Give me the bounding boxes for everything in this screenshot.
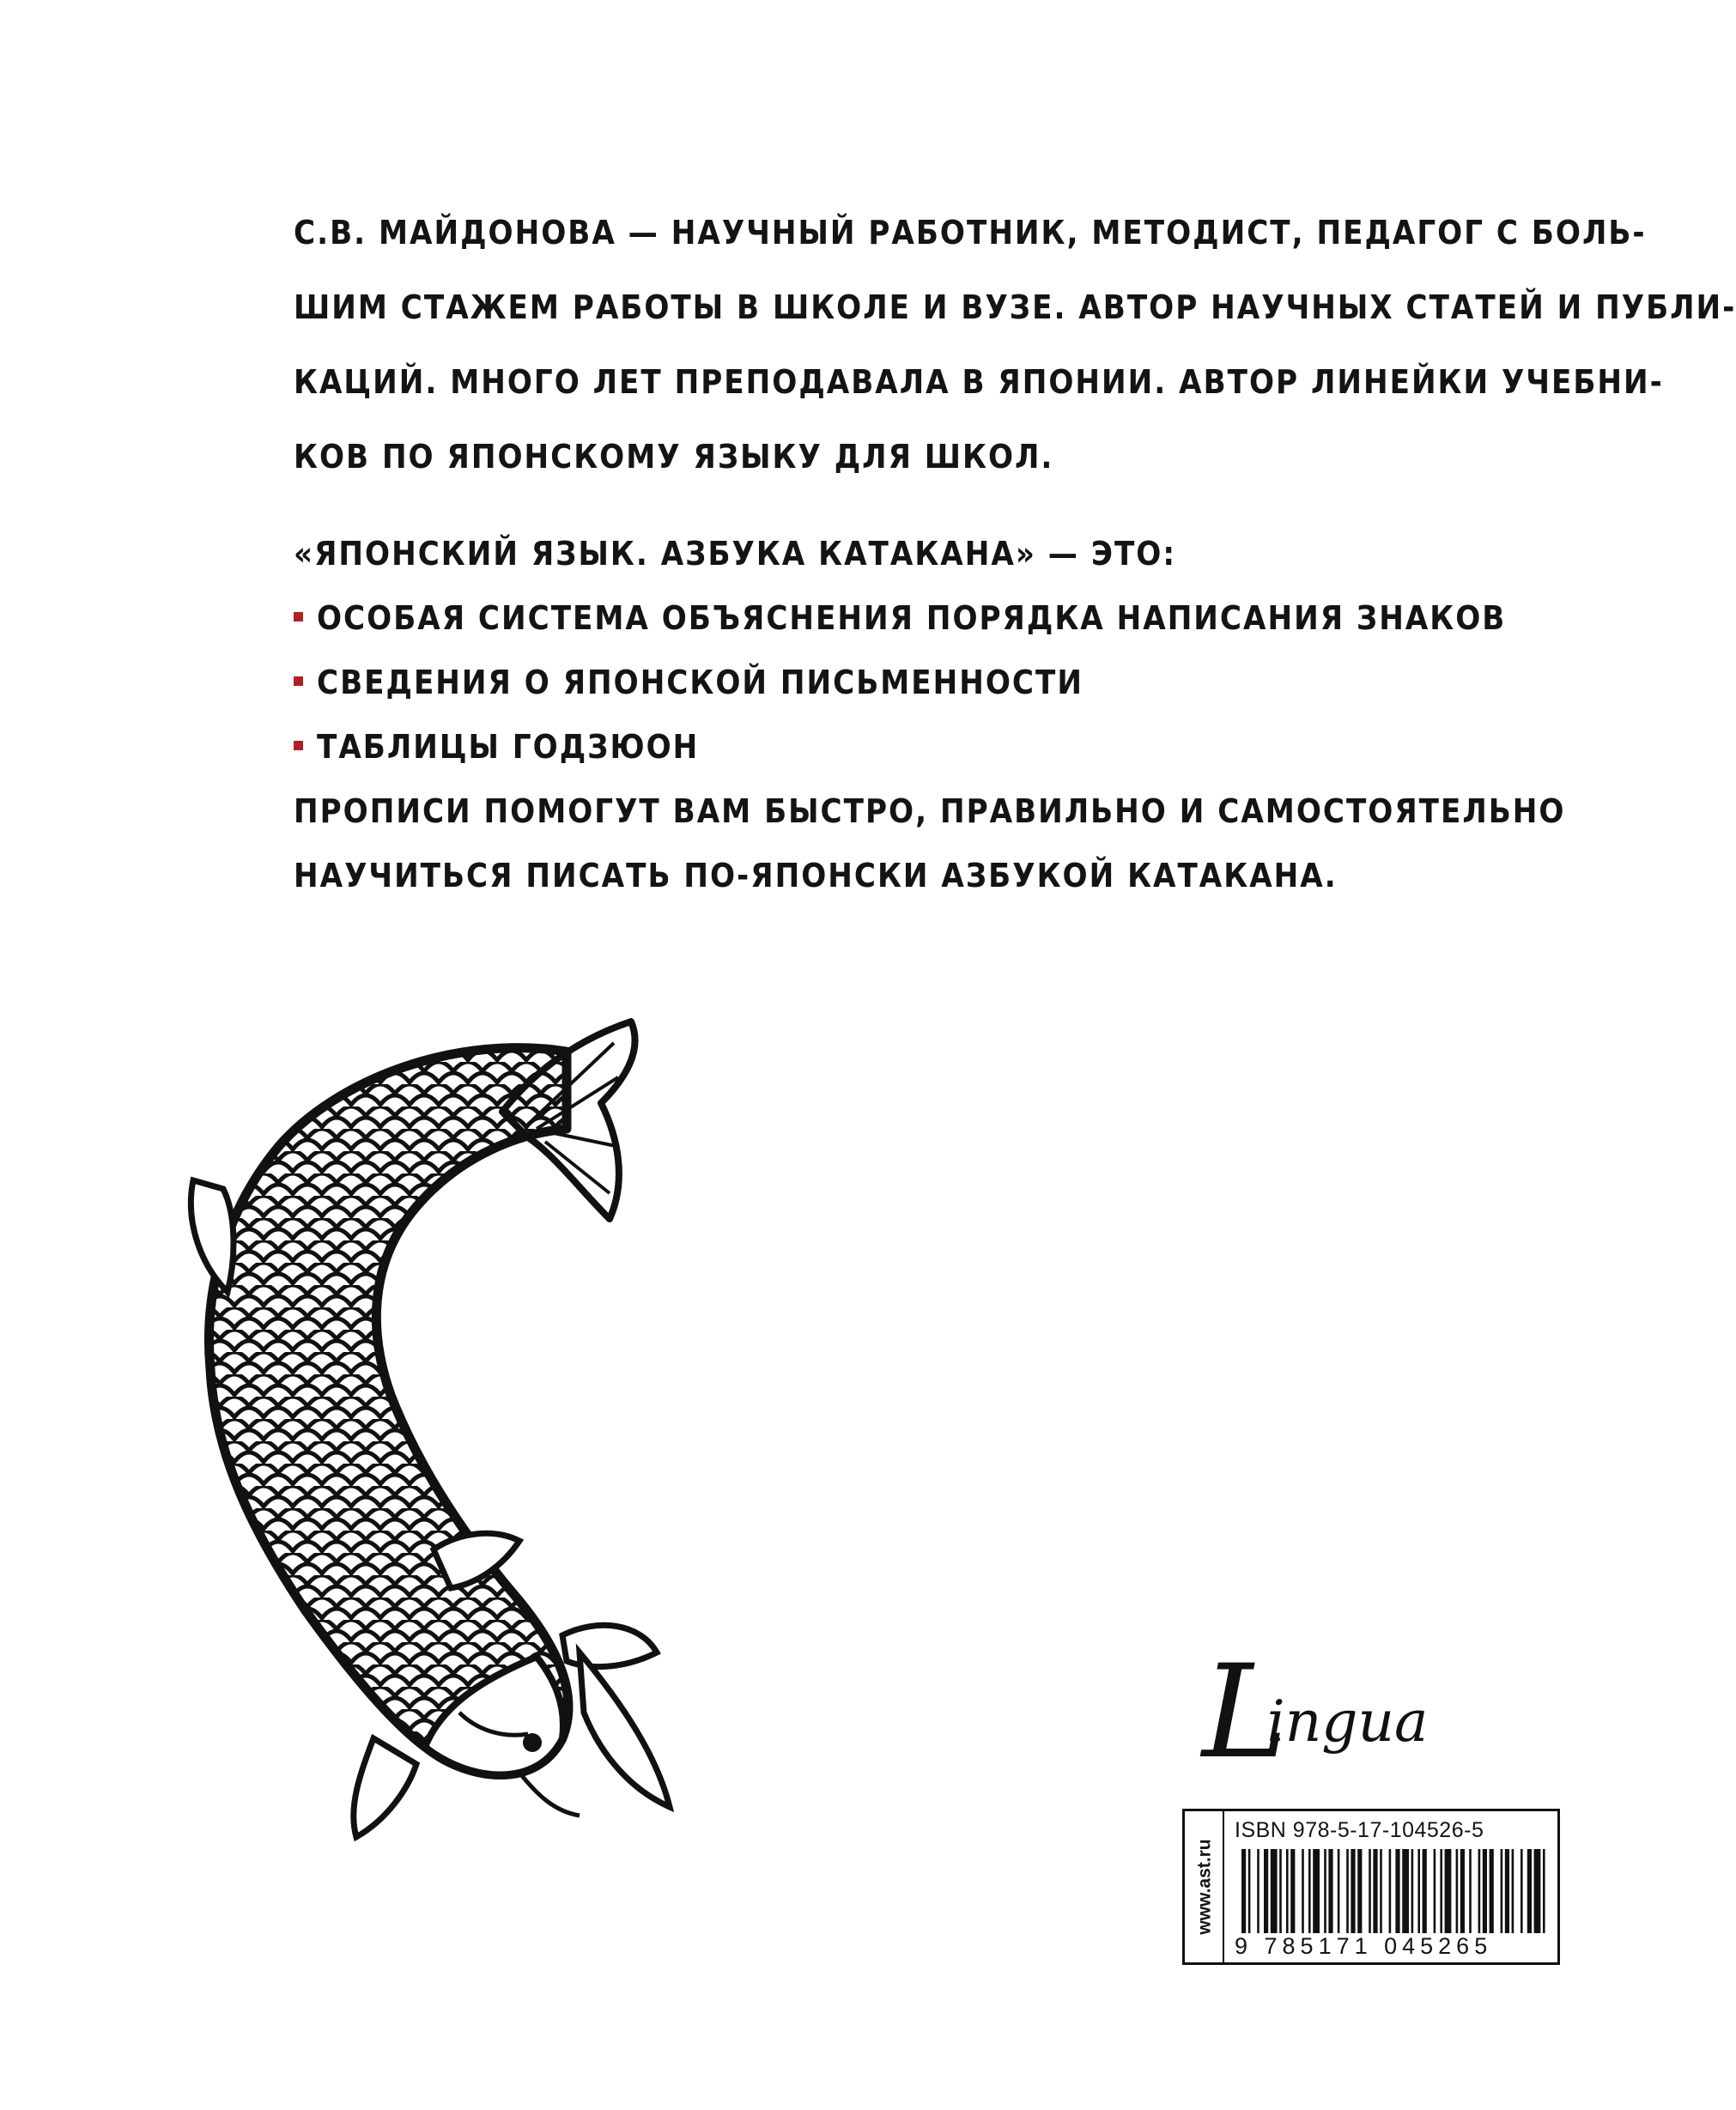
- logo-initial: L: [1202, 1638, 1288, 1787]
- book-features: [294, 522, 1566, 908]
- website-text: www.ast.ru: [1195, 1839, 1215, 1935]
- barcode-digits: 9 785171 045265: [1235, 1933, 1493, 1959]
- barcode-icon: [1241, 1849, 1546, 1933]
- square-bullet-icon: [294, 741, 303, 750]
- bio-line: ШИМ СТАЖЕМ РАБОТЫ В ШКОЛЕ И ВУЗЕ. АВТОР НАУЧНЫХ СТАТЕЙ И ПУБЛИ-: [294, 288, 1736, 326]
- features-intro: «ЯПОНСКИЙ ЯЗЫК. АЗБУКА КАТАКАНА» — ЭТО:: [294, 535, 1177, 573]
- feature-item-text: СВЕДЕНИЯ О ЯПОНСКОЙ ПИСЬМЕННОСТИ: [317, 664, 1083, 701]
- bio-line: КОВ ПО ЯПОНСКОМУ ЯЗЫКУ ДЛЯ ШКОЛ.: [294, 438, 1054, 476]
- isbn-label: ISBN 978-5-17-104526-5: [1235, 1818, 1484, 1842]
- feature-item: [294, 586, 1507, 651]
- feature-item: [294, 651, 1358, 715]
- feature-item-text: ОСОБАЯ СИСТЕМА ОБЪЯСНЕНИЯ ПОРЯДКА НАПИСАНИЯ ЗНАКОВ: [317, 599, 1507, 637]
- website-label: [1188, 1811, 1224, 1962]
- square-bullet-icon: [294, 612, 303, 621]
- publisher-logo: [1202, 1638, 1448, 1787]
- closing-line: НАУЧИТЬСЯ ПИСАТЬ ПО-ЯПОНСКИ АЗБУКОЙ КАТАКАНА.: [294, 857, 1338, 894]
- author-bio: [294, 196, 1736, 494]
- barcode-panel: [1182, 1809, 1560, 1965]
- closing-line: ПРОПИСИ ПОМОГУТ ВАМ БЫСТРО, ПРАВИЛЬНО И САМОСТОЯТЕЛЬНО: [294, 792, 1566, 830]
- bio-line: КАЦИЙ. МНОГО ЛЕТ ПРЕПОДАВАЛА В ЯПОНИИ. АВТОР ЛИНЕЙКИ УЧЕБНИ-: [294, 363, 1664, 401]
- feature-item: [294, 715, 1358, 779]
- square-bullet-icon: [294, 676, 303, 686]
- bio-line: С.В. МАЙДОНОВА — НАУЧНЫЙ РАБОТНИК, МЕТОДИСТ, ПЕДАГОГ С БОЛЬ-: [294, 214, 1647, 252]
- logo-text: ingua: [1266, 1689, 1429, 1755]
- koi-fish-icon: [176, 1017, 691, 1841]
- feature-item-text: ТАБЛИЦЫ ГОДЗЮОН: [317, 728, 700, 766]
